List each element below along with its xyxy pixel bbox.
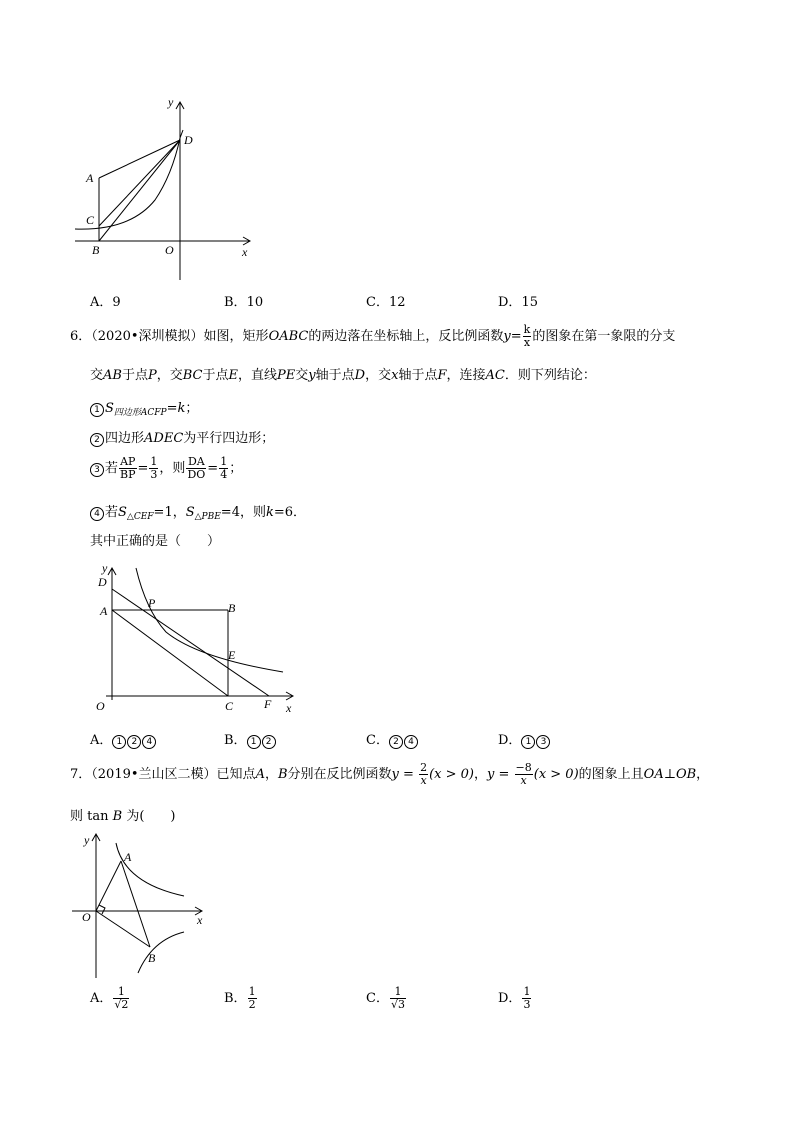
q5-segment-cd [99, 140, 180, 226]
q7-segment-ob [96, 911, 150, 947]
q6-option-d[interactable]: D． 1 3 [498, 729, 551, 749]
q7-segment-ab [121, 861, 150, 947]
q7-label-a: A [124, 850, 132, 864]
q6-conclusion-2: 2 四边形ADEC为平行四边形； [90, 427, 274, 447]
q7-label-x: x [197, 913, 203, 927]
q5-label-x: x [242, 245, 248, 259]
q6-line-df [112, 589, 269, 696]
q7-hyperbola-lower [138, 932, 184, 973]
q6-stem-line2: 交AB于点P，交BC于点E，直线PE交y轴于点D，交x轴于点F，连接AC．则下列结论： [90, 368, 596, 383]
q5-label-d: D [184, 133, 193, 147]
q6-stem-line1: 6．（2020•深圳模拟）如图，矩形OABC的两边落在坐标轴上，反比例函数y= $\frac{k}{x}$ 的图象在第一象限的分支 [70, 323, 676, 349]
q7-figure [66, 828, 216, 983]
q6-conclusion-3: 3 若 $\frac{AP}{BP}$ = $\frac{1}{3}$ ，则 $\frac{DA}{DO}$ = $\frac{1}{4}$ ； [90, 456, 242, 481]
q5-option-b[interactable]: B．10 [224, 295, 264, 310]
q6-conclusion-4: 4 若$S_{\triangle CEF}=1$，$S_{\triangle PBE}=4$，则k=6． [90, 501, 306, 522]
q6-option-a[interactable]: A． 1 2 4 [90, 729, 157, 749]
q7-label-y: y [84, 833, 90, 847]
q7-label-o: O [82, 910, 91, 924]
q7-stem-line1: 7．（2019•兰山区二模）已知点A，B分别在反比例函数y = $\frac{2}{x}$ (x > 0)，y = $\frac{-8}{x}$ (x > 0)的图象上且OA⊥OB， [70, 761, 710, 787]
q7-segment-oa [96, 861, 121, 911]
q7-option-a[interactable]: A． $\frac{1}{√2}$ [90, 985, 129, 1011]
q6-label-a: A [100, 604, 108, 618]
q6-label-p: P [148, 596, 156, 610]
q5-label-o: O [165, 243, 174, 257]
q5-option-c[interactable]: C．12 [366, 295, 406, 310]
q6-label-d: D [98, 575, 107, 589]
q5-segment-ad [99, 140, 180, 178]
q5-figure [60, 90, 260, 290]
q5-option-a[interactable]: A．9 [90, 295, 121, 310]
q6-option-c[interactable]: C． 2 4 [366, 729, 419, 749]
q6-segment-ac [112, 610, 228, 696]
q7-option-b[interactable]: B． $\frac{1}{2}$ [224, 985, 256, 1011]
q5-label-b: B [92, 243, 100, 257]
q6-option-b[interactable]: B． 1 2 [224, 729, 277, 749]
q6-label-b: B [228, 601, 236, 615]
q5-option-d[interactable]: D．15 [498, 295, 538, 310]
q6-label-o: O [96, 699, 105, 713]
q6-label-x: x [286, 701, 292, 715]
q7-option-d[interactable]: D． $\frac{1}{3}$ [498, 985, 531, 1011]
q7-label-b: B [148, 951, 156, 965]
q5-label-y: y [168, 95, 174, 109]
q6-conclusion-1: 1 $S_{四边形ACFP}=k$； [90, 397, 198, 418]
q6-label-y: y [102, 561, 108, 575]
q7-stem-line2: 则 tan B 为( ) [70, 809, 176, 824]
q5-label-a: A [86, 171, 94, 185]
q6-label-e: E [228, 648, 236, 662]
q7-option-c[interactable]: C． $\frac{1}{√3}$ [366, 985, 405, 1011]
q6-label-c: C [225, 699, 234, 713]
q6-ask: 其中正确的是（ ） [90, 534, 221, 549]
q5-label-c: C [86, 213, 95, 227]
q6-label-f: F [264, 697, 272, 711]
q6-figure [88, 560, 308, 720]
q7-right-angle-mark [99, 905, 105, 914]
